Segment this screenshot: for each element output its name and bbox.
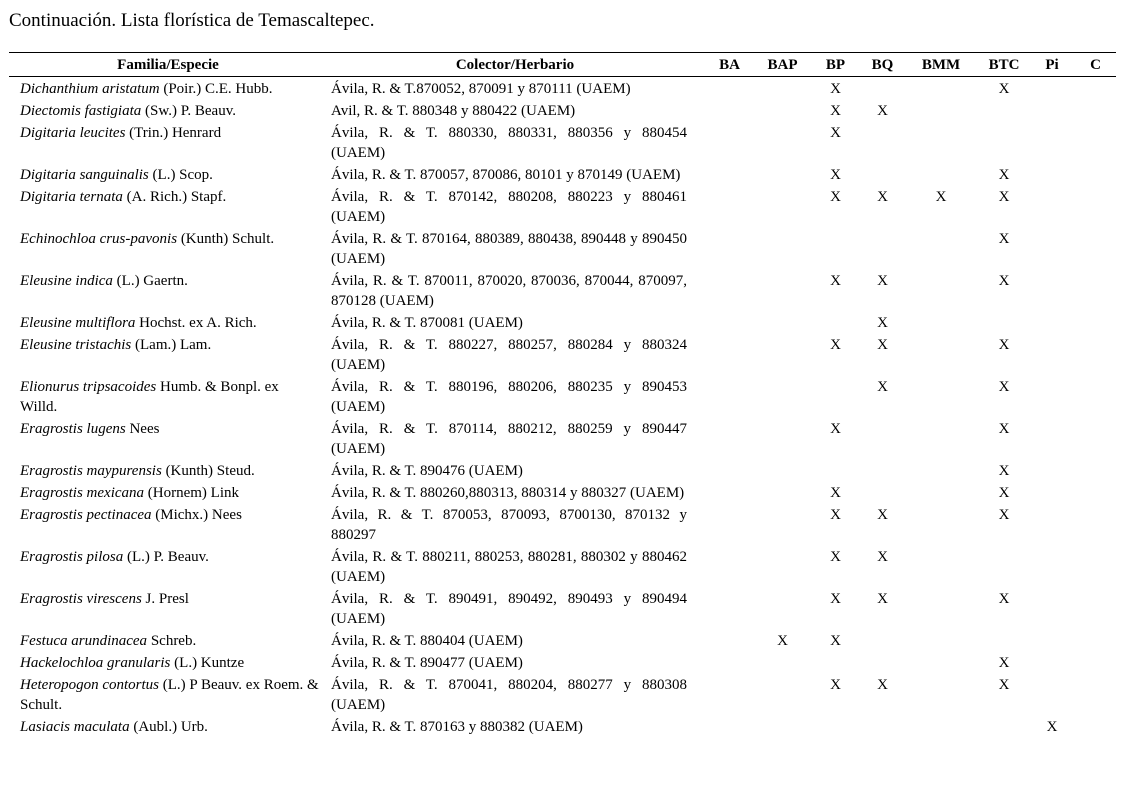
- table-row: [9, 99, 1116, 121]
- collector-cell: Avil, R. & T. 880348 y 880422 (UAEM): [331, 103, 576, 119]
- habitat-mark-bp: [809, 375, 862, 417]
- species-author: (A. Rich.) Stapf.: [126, 189, 227, 205]
- habitat-mark-bap: [756, 99, 809, 121]
- species-author: (L.) Gaertn.: [116, 273, 188, 289]
- header-bp: BP: [825, 57, 846, 73]
- collector-cell: Ávila, R. & T. 890491, 890492, 890493 y 890494 (UAEM): [331, 591, 687, 627]
- habitat-mark-bp: X: [830, 421, 841, 437]
- habitat-mark-c: [1075, 375, 1116, 417]
- species-cell: [9, 545, 327, 587]
- habitat-mark-btc: X: [998, 379, 1010, 395]
- table-row: [9, 459, 1116, 481]
- habitat-mark-ba: [703, 269, 756, 311]
- habitat-mark-btc: [979, 629, 1029, 651]
- habitat-mark-bp: [809, 227, 862, 269]
- species-name: Echinochloa crus-pavonis: [20, 231, 178, 247]
- habitat-mark-bmm: [903, 481, 979, 503]
- habitat-mark-c: [1075, 587, 1116, 629]
- habitat-mark-bap: [756, 481, 809, 503]
- habitat-mark-bap: X: [777, 633, 788, 649]
- habitat-mark-ba: [703, 163, 756, 185]
- habitat-mark-ba: [703, 99, 756, 121]
- species-cell: [9, 417, 327, 459]
- habitat-mark-pi: [1029, 503, 1075, 545]
- habitat-mark-bap: [756, 417, 809, 459]
- habitat-mark-bq: [862, 77, 903, 100]
- collector-cell: Ávila, R. & T. 870142, 880208, 880223 y 880461 (UAEM): [331, 189, 687, 225]
- table-row: [9, 673, 1116, 715]
- habitat-mark-ba: [703, 417, 756, 459]
- species-author: Nees: [129, 421, 160, 437]
- species-cell: [9, 651, 327, 673]
- species-cell: [9, 227, 327, 269]
- species-author: (Aubl.) Urb.: [133, 719, 208, 735]
- species-author: J. Presl: [145, 591, 189, 607]
- habitat-mark-bq: X: [877, 677, 888, 693]
- habitat-mark-bq: X: [877, 379, 888, 395]
- header-btc: BTC: [988, 57, 1020, 73]
- species-cell: [9, 77, 327, 100]
- habitat-mark-bmm: [903, 417, 979, 459]
- habitat-mark-btc: X: [998, 273, 1010, 289]
- habitat-mark-bp: X: [830, 125, 841, 141]
- species-cell: [9, 269, 327, 311]
- species-name: Eleusine tristachis: [20, 337, 132, 353]
- species-table: [9, 52, 1116, 737]
- species-cell: [9, 503, 327, 545]
- habitat-mark-btc: X: [998, 677, 1010, 693]
- species-author: (Kunth) Steud.: [165, 463, 255, 479]
- header-ba: BA: [719, 57, 740, 73]
- habitat-mark-bq: [862, 459, 903, 481]
- habitat-mark-bmm: [903, 587, 979, 629]
- table-row: [9, 417, 1116, 459]
- habitat-mark-bq: X: [877, 273, 888, 289]
- table-row: [9, 121, 1116, 163]
- habitat-mark-bp: [809, 715, 862, 737]
- habitat-mark-pi: [1029, 481, 1075, 503]
- habitat-mark-bq: [862, 417, 903, 459]
- species-name: Festuca arundinacea: [20, 633, 148, 649]
- habitat-mark-bap: [756, 333, 809, 375]
- habitat-mark-ba: [703, 375, 756, 417]
- habitat-mark-bq: [862, 651, 903, 673]
- habitat-mark-pi: [1029, 269, 1075, 311]
- habitat-mark-pi: [1029, 333, 1075, 375]
- habitat-mark-btc: X: [998, 167, 1010, 183]
- habitat-mark-c: [1075, 481, 1116, 503]
- species-author: (Michx.) Nees: [155, 507, 242, 523]
- collector-cell: Ávila, R. & T. 880211, 880253, 880281, 880302 y 880462 (UAEM): [331, 549, 687, 585]
- habitat-mark-ba: [703, 459, 756, 481]
- species-name: Diectomis fastigiata: [20, 103, 142, 119]
- habitat-mark-btc: X: [998, 81, 1010, 97]
- habitat-mark-bmm: [903, 629, 979, 651]
- habitat-mark-pi: [1029, 417, 1075, 459]
- collector-cell: Ávila, R. & T. 870011, 870020, 870036, 870044, 870097, 870128 (UAEM): [331, 273, 687, 309]
- habitat-mark-btc: [979, 311, 1029, 333]
- collector-cell: Ávila, R. & T.870052, 870091 y 870111 (UAEM): [331, 81, 631, 97]
- habitat-mark-bap: [756, 459, 809, 481]
- header-c: C: [1090, 57, 1101, 73]
- habitat-mark-btc: [979, 99, 1029, 121]
- habitat-mark-bmm: [903, 311, 979, 333]
- collector-cell: Ávila, R. & T. 890476 (UAEM): [331, 463, 523, 479]
- habitat-mark-bap: [756, 269, 809, 311]
- habitat-mark-bmm: [903, 227, 979, 269]
- species-cell: [9, 673, 327, 715]
- habitat-mark-bap: [756, 311, 809, 333]
- species-author: (L.) Scop.: [152, 167, 213, 183]
- species-name: Eleusine multiflora: [20, 315, 136, 331]
- header-bmm: BMM: [921, 57, 961, 73]
- species-cell: [9, 163, 327, 185]
- habitat-mark-btc: X: [998, 421, 1010, 437]
- habitat-mark-bq: [862, 121, 903, 163]
- habitat-mark-pi: [1029, 545, 1075, 587]
- habitat-mark-bq: [862, 715, 903, 737]
- species-name: Digitaria leucites: [20, 125, 126, 141]
- habitat-mark-bmm: [903, 121, 979, 163]
- header-bap: BAP: [767, 57, 798, 73]
- species-author: (Hornem) Link: [147, 485, 239, 501]
- species-author: (Lam.) Lam.: [135, 337, 212, 353]
- habitat-mark-bmm: [903, 77, 979, 100]
- habitat-mark-c: [1075, 333, 1116, 375]
- habitat-mark-btc: [979, 715, 1029, 737]
- habitat-mark-bq: X: [877, 591, 888, 607]
- collector-cell: Ávila, R. & T. 870114, 880212, 880259 y 890447 (UAEM): [331, 421, 687, 457]
- habitat-mark-ba: [703, 629, 756, 651]
- collector-cell: Ávila, R. & T. 880330, 880331, 880356 y 880454 (UAEM): [331, 125, 687, 161]
- species-author: (L.) P Beauv. ex Roem. & Schult.: [20, 677, 319, 713]
- habitat-mark-bq: X: [877, 507, 888, 523]
- species-name: Hackelochloa granularis: [20, 655, 171, 671]
- habitat-mark-bap: [756, 503, 809, 545]
- habitat-mark-bmm: [903, 163, 979, 185]
- table-row: [9, 651, 1116, 673]
- habitat-mark-btc: X: [998, 337, 1010, 353]
- table-row: [9, 375, 1116, 417]
- collector-cell: Ávila, R. & T. 880260,880313, 880314 y 880327 (UAEM): [331, 485, 685, 501]
- habitat-mark-pi: [1029, 459, 1075, 481]
- habitat-mark-bap: [756, 673, 809, 715]
- habitat-mark-c: [1075, 163, 1116, 185]
- habitat-mark-bq: [862, 227, 903, 269]
- table-row: [9, 333, 1116, 375]
- table-row: [9, 715, 1116, 737]
- habitat-mark-btc: X: [998, 189, 1010, 205]
- species-cell: [9, 121, 327, 163]
- habitat-mark-bap: [756, 77, 809, 100]
- habitat-mark-bp: X: [830, 103, 841, 119]
- habitat-mark-bq: X: [877, 337, 888, 353]
- habitat-mark-btc: [979, 121, 1029, 163]
- habitat-mark-bq: X: [877, 103, 888, 119]
- species-author: Schreb.: [150, 633, 197, 649]
- habitat-mark-c: [1075, 269, 1116, 311]
- collector-cell: Ávila, R. & T. 870081 (UAEM): [331, 315, 523, 331]
- habitat-mark-ba: [703, 333, 756, 375]
- collector-cell: Ávila, R. & T. 870164, 880389, 880438, 890448 y 890450 (UAEM): [331, 231, 687, 267]
- table-row: [9, 269, 1116, 311]
- habitat-mark-ba: [703, 651, 756, 673]
- habitat-mark-bq: X: [877, 315, 888, 331]
- habitat-mark-bp: [809, 311, 862, 333]
- habitat-mark-bmm: [903, 459, 979, 481]
- species-author: (L.) P. Beauv.: [126, 549, 209, 565]
- habitat-mark-btc: X: [998, 485, 1010, 501]
- species-cell: [9, 459, 327, 481]
- habitat-mark-c: [1075, 459, 1116, 481]
- habitat-mark-c: [1075, 503, 1116, 545]
- habitat-mark-bmm: [903, 545, 979, 587]
- habitat-mark-bmm: [903, 673, 979, 715]
- species-author: Hochst. ex A. Rich.: [139, 315, 257, 331]
- habitat-mark-ba: [703, 311, 756, 333]
- species-author: (L.) Kuntze: [174, 655, 245, 671]
- habitat-mark-bap: [756, 651, 809, 673]
- species-name: Eragrostis maypurensis: [20, 463, 162, 479]
- habitat-mark-pi: [1029, 673, 1075, 715]
- species-author: (Kunth) Schult.: [180, 231, 275, 247]
- habitat-mark-bp: X: [830, 549, 841, 565]
- collector-cell: Ávila, R. & T. 870053, 870093, 8700130, 870132 y 880297: [331, 507, 687, 543]
- header-bq: BQ: [871, 57, 894, 73]
- species-name: Dichanthium aristatum: [20, 81, 160, 97]
- species-cell: [9, 629, 327, 651]
- habitat-mark-bap: [756, 715, 809, 737]
- species-name: Eragrostis pilosa: [20, 549, 124, 565]
- habitat-mark-pi: [1029, 629, 1075, 651]
- species-cell: [9, 375, 327, 417]
- habitat-mark-bq: [862, 163, 903, 185]
- habitat-mark-bp: X: [830, 167, 841, 183]
- habitat-mark-c: [1075, 715, 1116, 737]
- species-author: Humb. & Bonpl. ex Willd.: [20, 379, 279, 415]
- habitat-mark-bp: [809, 651, 862, 673]
- habitat-mark-bq: [862, 481, 903, 503]
- species-name: Elionurus tripsacoides: [20, 379, 157, 395]
- habitat-mark-btc: X: [998, 463, 1010, 479]
- habitat-mark-bp: X: [830, 591, 841, 607]
- species-name: Eragrostis lugens: [20, 421, 126, 437]
- habitat-mark-bp: [809, 459, 862, 481]
- habitat-mark-bp: X: [830, 677, 841, 693]
- table-row: [9, 163, 1116, 185]
- header-colector-herbario: Colector/Herbario: [455, 57, 575, 73]
- habitat-mark-bq: X: [877, 189, 888, 205]
- habitat-mark-c: [1075, 673, 1116, 715]
- table-row: [9, 77, 1116, 100]
- habitat-mark-btc: X: [998, 591, 1010, 607]
- habitat-mark-bap: [756, 121, 809, 163]
- habitat-mark-c: [1075, 629, 1116, 651]
- habitat-mark-ba: [703, 481, 756, 503]
- species-name: Digitaria sanguinalis: [20, 167, 149, 183]
- table-row: [9, 227, 1116, 269]
- habitat-mark-bmm: [903, 715, 979, 737]
- habitat-mark-ba: [703, 121, 756, 163]
- species-name: Lasiacis maculata: [20, 719, 130, 735]
- habitat-mark-ba: [703, 185, 756, 227]
- habitat-mark-bp: X: [830, 273, 841, 289]
- habitat-mark-bmm: [903, 269, 979, 311]
- species-author: (Sw.) P. Beauv.: [145, 103, 236, 119]
- habitat-mark-pi: [1029, 121, 1075, 163]
- habitat-mark-ba: [703, 545, 756, 587]
- table-row: [9, 587, 1116, 629]
- habitat-mark-bmm: [903, 375, 979, 417]
- species-author: (Poir.) C.E. Hubb.: [163, 81, 273, 97]
- species-cell: [9, 185, 327, 227]
- species-author: (Trin.) Henrard: [129, 125, 222, 141]
- habitat-mark-bmm: [903, 99, 979, 121]
- species-name: Heteropogon contortus: [20, 677, 160, 693]
- table-row: [9, 503, 1116, 545]
- collector-cell: Ávila, R. & T. 890477 (UAEM): [331, 655, 523, 671]
- habitat-mark-bp: X: [830, 507, 841, 523]
- habitat-mark-pi: [1029, 99, 1075, 121]
- habitat-mark-ba: [703, 715, 756, 737]
- habitat-mark-bap: [756, 227, 809, 269]
- header-familia-especie: Familia/Especie: [117, 57, 219, 73]
- habitat-mark-c: [1075, 185, 1116, 227]
- collector-cell: Ávila, R. & T. 870163 y 880382 (UAEM): [331, 719, 583, 735]
- table-row: [9, 545, 1116, 587]
- collector-cell: Ávila, R. & T. 870057, 870086, 80101 y 870149 (UAEM): [331, 167, 681, 183]
- species-cell: [9, 481, 327, 503]
- habitat-mark-pi: [1029, 77, 1075, 100]
- species-cell: [9, 587, 327, 629]
- habitat-mark-c: [1075, 545, 1116, 587]
- habitat-mark-bq: [862, 629, 903, 651]
- habitat-mark-ba: [703, 503, 756, 545]
- habitat-mark-c: [1075, 77, 1116, 100]
- table-row: [9, 629, 1116, 651]
- habitat-mark-bmm: [903, 503, 979, 545]
- habitat-mark-btc: X: [998, 507, 1010, 523]
- habitat-mark-ba: [703, 673, 756, 715]
- habitat-mark-c: [1075, 311, 1116, 333]
- collector-cell: Ávila, R. & T. 870041, 880204, 880277 y 880308 (UAEM): [331, 677, 687, 713]
- table-row: [9, 311, 1116, 333]
- species-cell: [9, 99, 327, 121]
- collector-cell: Ávila, R. & T. 880227, 880257, 880284 y 880324 (UAEM): [331, 337, 687, 373]
- header-pi: Pi: [1045, 57, 1059, 73]
- habitat-mark-c: [1075, 99, 1116, 121]
- species-name: Eragrostis mexicana: [20, 485, 145, 501]
- habitat-mark-pi: [1029, 651, 1075, 673]
- habitat-mark-bmm: [903, 333, 979, 375]
- habitat-mark-bp: X: [830, 189, 841, 205]
- habitat-mark-pi: [1029, 311, 1075, 333]
- habitat-mark-bmm: [903, 651, 979, 673]
- table-body: [9, 77, 1116, 738]
- habitat-mark-bmm: X: [935, 189, 947, 205]
- habitat-mark-btc: [979, 545, 1029, 587]
- habitat-mark-c: [1075, 227, 1116, 269]
- habitat-mark-pi: [1029, 163, 1075, 185]
- habitat-mark-btc: X: [998, 655, 1010, 671]
- collector-cell: Ávila, R. & T. 880404 (UAEM): [331, 633, 523, 649]
- table-row: [9, 481, 1116, 503]
- habitat-mark-bq: X: [877, 549, 888, 565]
- habitat-mark-bap: [756, 185, 809, 227]
- species-name: Eragrostis pectinacea: [20, 507, 152, 523]
- habitat-mark-bp: X: [830, 337, 841, 353]
- species-name: Digitaria ternata: [20, 189, 123, 205]
- habitat-mark-bap: [756, 545, 809, 587]
- habitat-mark-ba: [703, 77, 756, 100]
- habitat-mark-bap: [756, 587, 809, 629]
- habitat-mark-c: [1075, 651, 1116, 673]
- habitat-mark-c: [1075, 121, 1116, 163]
- species-cell: [9, 333, 327, 375]
- habitat-mark-bp: X: [830, 81, 841, 97]
- species-cell: [9, 311, 327, 333]
- habitat-mark-btc: X: [998, 231, 1010, 247]
- habitat-mark-pi: [1029, 185, 1075, 227]
- habitat-mark-bp: X: [830, 485, 841, 501]
- habitat-mark-pi: X: [1046, 719, 1058, 735]
- header-row: [9, 53, 1116, 77]
- habitat-mark-pi: [1029, 587, 1075, 629]
- collector-cell: Ávila, R. & T. 880196, 880206, 880235 y 890453 (UAEM): [331, 379, 687, 415]
- species-name: Eragrostis virescens: [20, 591, 142, 607]
- habitat-mark-bap: [756, 375, 809, 417]
- habitat-mark-bp: X: [830, 633, 841, 649]
- habitat-mark-c: [1075, 417, 1116, 459]
- habitat-mark-ba: [703, 227, 756, 269]
- species-name: Eleusine indica: [20, 273, 113, 289]
- habitat-mark-pi: [1029, 375, 1075, 417]
- habitat-mark-bap: [756, 163, 809, 185]
- species-cell: [9, 715, 327, 737]
- table-row: [9, 185, 1116, 227]
- habitat-mark-ba: [703, 587, 756, 629]
- table-caption: Continuación. Lista florística de Temascaltepec.: [9, 10, 375, 31]
- habitat-mark-pi: [1029, 227, 1075, 269]
